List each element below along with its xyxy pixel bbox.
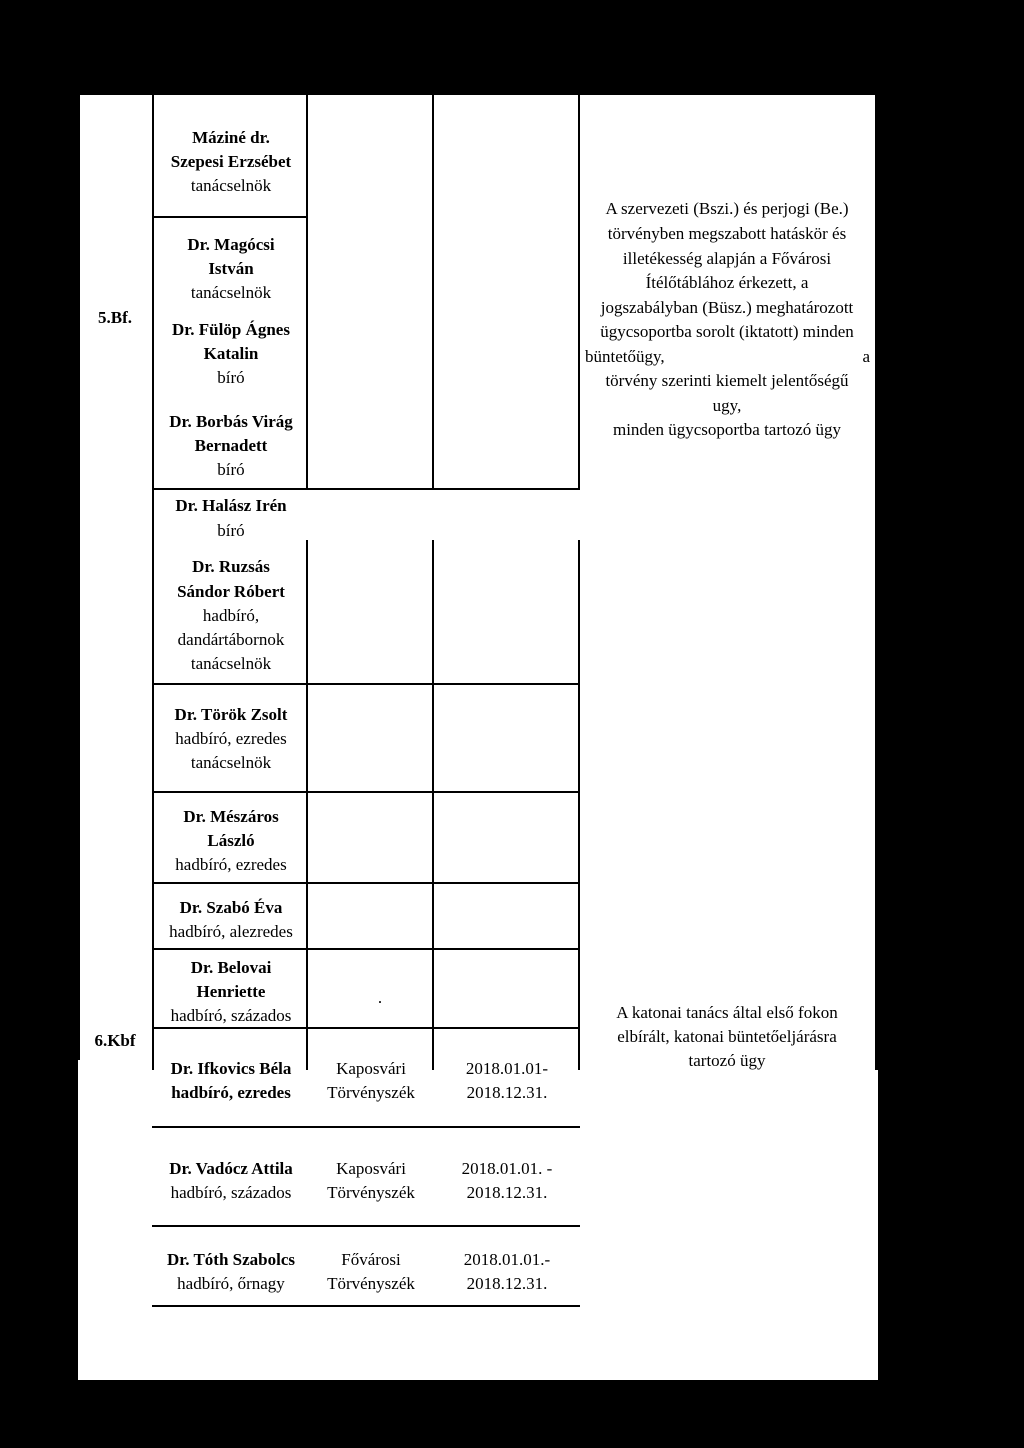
member-role: hadbíró, ezredes: [175, 855, 287, 874]
row-divider: [152, 791, 580, 793]
court-name: Törvényszék: [327, 1274, 415, 1293]
member-role: hadbíró, ezredes: [171, 1083, 291, 1102]
member-role: tanácselnök: [190, 753, 272, 772]
row-divider: [152, 488, 580, 490]
member-name: Dr. Tóth Szabolcs: [167, 1250, 295, 1269]
member-role: tanácselnök: [190, 654, 272, 673]
member-name: Dr. Mészáros: [183, 807, 279, 826]
member-role: hadbíró,: [202, 606, 260, 625]
member-name: Dr. Fülöp Ágnes: [172, 320, 290, 339]
member-role: hadbíró, őrnagy: [177, 1274, 285, 1293]
member-role: dandártábornok: [177, 630, 285, 649]
date-range: 2018.01.01.-: [463, 1250, 551, 1269]
border-left: [78, 540, 80, 1060]
description-line: minden ügycsoportba tartozó ügy: [612, 420, 842, 439]
member-name: László: [207, 831, 255, 850]
member-name: Dr. Szabó Éva: [179, 898, 283, 917]
court-name: Törvényszék: [327, 1183, 415, 1202]
member-role: hadbíró, százados: [170, 1183, 292, 1202]
member-name: Dr. Ifkovics Béla: [170, 1059, 292, 1078]
member-name: Dr. Török Zsolt: [174, 705, 288, 724]
member-name: Dr. Vadócz Attila: [169, 1159, 293, 1178]
description-line: ugy,: [712, 396, 742, 415]
date-range: 2018.12.31.: [466, 1274, 548, 1293]
member-name: Katalin: [203, 344, 259, 363]
description-line: A katonai tanács által első fokon: [616, 1003, 838, 1022]
member-name: Dr. Ruzsás: [192, 557, 270, 576]
court-name: Kaposvári: [336, 1059, 406, 1078]
member-name: Máziné dr.: [192, 128, 270, 147]
col-divider: [432, 540, 434, 1070]
col-divider: [432, 92, 434, 489]
row-divider: [152, 882, 580, 884]
member-role: hadbíró, százados: [170, 1006, 292, 1025]
member-name: Dr. Borbás Virág: [169, 412, 293, 431]
date-range: 2018.01.01. -: [461, 1159, 553, 1178]
member-role: bíró: [217, 460, 245, 479]
member-role: bíró: [217, 368, 245, 387]
col-divider: [578, 540, 580, 1070]
col-divider: [578, 92, 580, 489]
border-right: [875, 92, 878, 544]
description-line: törvényben megszabott hatáskör és: [607, 224, 847, 243]
stray-mark: .: [377, 988, 383, 1007]
description-line: törvény szerinti kiemelt jelentőségű: [605, 371, 849, 390]
description-line: A szervezeti (Bszi.) és perjogi (Be.): [605, 199, 849, 218]
row-divider: [152, 1225, 580, 1227]
border-right: [875, 540, 878, 1070]
row-divider: [152, 1126, 580, 1128]
court-name: Fővárosi: [341, 1250, 401, 1269]
member-role: bíró: [217, 521, 245, 540]
date-range: 2018.01.01-: [465, 1059, 549, 1078]
description-line: Ítélőtáblához érkezett, a: [645, 273, 809, 292]
member-role: tanácselnök: [190, 283, 272, 302]
court-name: Kaposvári: [336, 1159, 406, 1178]
member-name: Dr. Magócsi: [187, 235, 275, 254]
description-line: büntetőügy, a: [585, 347, 870, 366]
member-role: tanácselnök: [190, 176, 272, 195]
member-name: Henriette: [196, 982, 266, 1001]
member-name: Szepesi Erzsébet: [170, 152, 292, 171]
description-line: elbírált, katonai büntetőeljárásra: [617, 1027, 837, 1046]
member-name: Bernadett: [194, 436, 268, 455]
member-name: Dr. Belovai: [190, 958, 272, 977]
row-divider: [152, 948, 580, 950]
member-name: Dr. Halász Irén: [175, 496, 287, 515]
member-role: hadbíró, ezredes: [175, 729, 287, 748]
row-divider: [152, 216, 308, 218]
border-top: [78, 92, 878, 95]
description-line: illetékesség alapján a Fővárosi: [622, 249, 832, 268]
member-role: hadbíró, alezredes: [169, 922, 293, 941]
date-range: 2018.12.31.: [466, 1183, 548, 1202]
row-divider: [152, 683, 580, 685]
section-number: 5.Bf.: [98, 308, 132, 327]
description-line: ügycsoportba sorolt (iktatott) minden: [600, 322, 854, 341]
member-name: István: [208, 259, 254, 278]
row-divider: [152, 1305, 580, 1307]
description-line: jogszabályban (Büsz.) meghatározott: [600, 298, 854, 317]
date-range: 2018.12.31.: [466, 1083, 548, 1102]
court-name: Törvényszék: [327, 1083, 415, 1102]
section-number: 6.Kbf: [94, 1031, 136, 1050]
description-line: tartozó ügy: [688, 1051, 766, 1070]
member-name: Sándor Róbert: [177, 582, 285, 601]
